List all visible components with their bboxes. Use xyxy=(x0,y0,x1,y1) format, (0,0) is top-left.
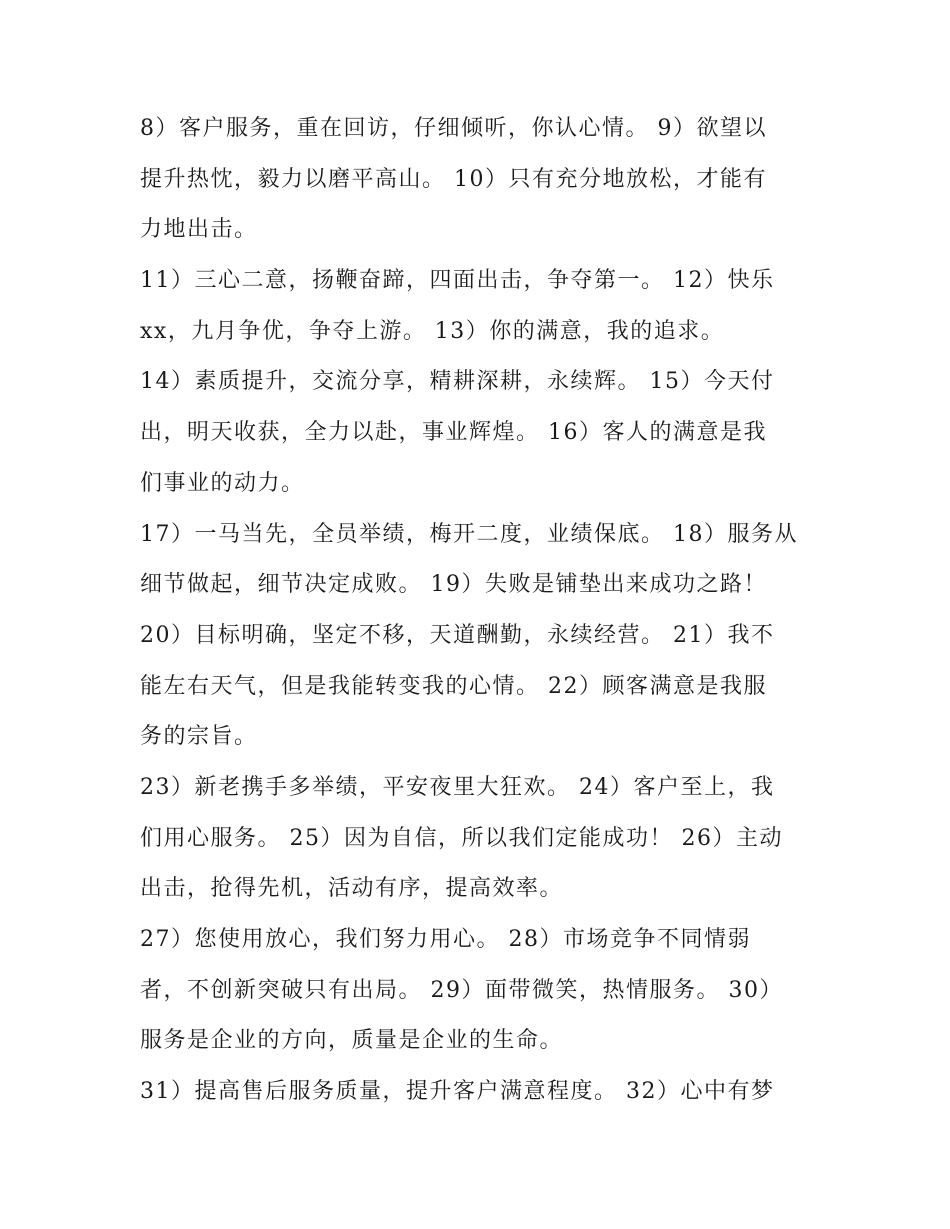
text-line: 20）目标明确，坚定不移，天道酬勤，永续经营。 21）我不 xyxy=(140,622,775,648)
text-line: 11）三心二意，扬鞭奋蹄，四面出击，争夺第一。 12）快乐 xyxy=(140,268,775,294)
text-line: 提升热忱，毅力以磨平高山。 10）只有充分地放松，才能有 xyxy=(140,166,767,192)
text-line: 细节做起，细节决定成败。 19）失败是铺垫出来成功之路！ xyxy=(140,572,767,598)
text-line: 能左右天气，但是我能转变我的心情。 22）顾客满意是我服 xyxy=(140,673,767,699)
document-body xyxy=(140,104,820,1118)
text-line: 者，不创新突破只有出局。 29）面带微笑，热情服务。 30） xyxy=(140,977,783,1003)
text-line: 23）新老携手多举绩，平安夜里大狂欢。 24）客户至上，我 xyxy=(140,774,775,800)
text-line: 31）提高售后服务质量，提升客户满意程度。 32）心中有梦 xyxy=(140,1079,775,1105)
text-line: 8）客户服务，重在回访，仔细倾听，你认心情。 9）欲望以 xyxy=(140,116,767,141)
text-line: 们事业的动力。 xyxy=(140,470,305,496)
text-line: 们用心服务。 25）因为自信，所以我们定能成功！ 26）主动 xyxy=(140,825,783,851)
text-line: 27）您使用放心，我们努力用心。 28）市场竞争不同情弱 xyxy=(140,927,751,952)
text-line: xx，九月争优，争夺上游。 13）你的满意，我的追求。 xyxy=(140,318,725,344)
text-line: 服务是企业的方向，质量是企业的生命。 xyxy=(140,1028,564,1054)
text-line: 出击，抢得先机，活动有序，提高效率。 xyxy=(140,876,564,902)
text-line: 力地出击。 xyxy=(140,217,258,243)
text-line: 出，明天收获，全力以赴，事业辉煌。 16）客人的满意是我 xyxy=(140,420,767,446)
text-line: 17）一马当先，全员举绩，梅开二度，业绩保底。 18）服务从 xyxy=(140,521,798,547)
text-line: 务的宗旨。 xyxy=(140,724,258,750)
text-line: 14）素质提升，交流分享，精耕深耕，永续辉。 15）今天付 xyxy=(140,369,775,395)
